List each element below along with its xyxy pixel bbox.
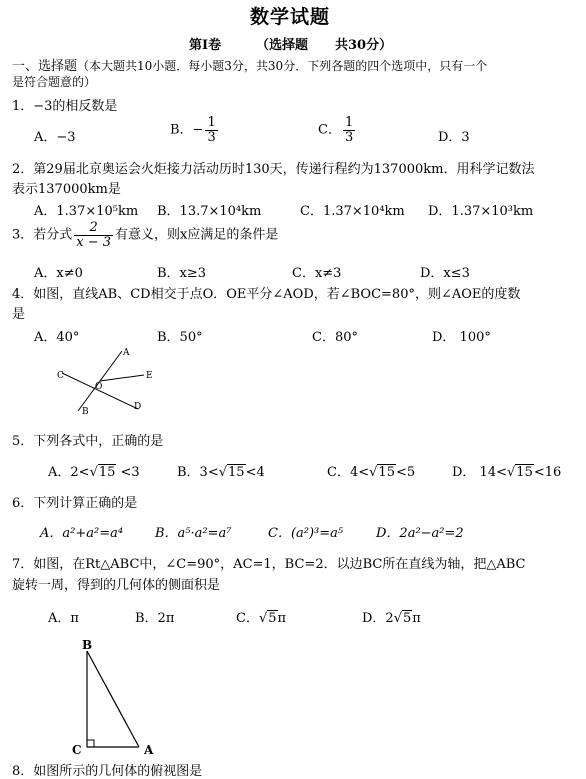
q7-figure-label-b: B [82, 638, 93, 652]
q3-fraction-den: x − 3 [76, 234, 112, 250]
q3-fraction-num: 2 [74, 221, 113, 236]
section-heading [12, 55, 487, 74]
q7-option-d-radicand: 5 [403, 611, 412, 626]
q5-stem: 5．下列各式中，正确的是 [12, 434, 164, 449]
q6-option-a: A．a²+a²=a⁴ [40, 526, 124, 541]
q5-option-d-radical-sign: √ [507, 465, 516, 480]
q5-option-b-radicand: 15 [228, 465, 245, 480]
q7-line1: 7．如图，在Rt△ABC中，∠C=90°，AC=1，BC=2．以边BC所在直线为轴，把△ABC [12, 557, 526, 572]
q1-option-b-fraction [205, 116, 217, 144]
q7-option-d-radical-sign: √ [393, 611, 402, 626]
q5-option-d-root [507, 465, 534, 480]
q6-option-d: D．2a²−a²=2 [376, 526, 464, 541]
q4-line2: 是 [12, 307, 26, 322]
q2-line1: 2．第29届北京奥运会火炬接力活动历时130天，传递行程约为137000km．用科学记数法 [12, 162, 535, 177]
q7-option-d-root [394, 611, 413, 626]
q1-option-c [318, 116, 357, 144]
q5-option-a [48, 461, 140, 480]
q7-option-d-pre: D．2 [362, 611, 394, 626]
q5-option-b-root [219, 465, 246, 480]
q1-option-c-den: 3 [344, 129, 354, 145]
q4-figure-intersecting-lines [50, 345, 160, 417]
q3-stem-post: 有意义，则x应满足的条件是 [115, 227, 279, 243]
q1-option-a: A．−3 [34, 130, 76, 145]
q5-option-d-post: <16 [533, 465, 562, 480]
q5-option-c-radicand: 15 [378, 465, 395, 480]
volume-label: 第Ⅰ卷 [189, 38, 222, 53]
q7-option-d [362, 607, 421, 626]
q6-stem: 6．下列计算正确的是 [12, 496, 138, 511]
q5-option-d-pre: D． 14< [452, 465, 507, 480]
q2-option-d: D．1.37×10³km [428, 204, 534, 219]
q1-option-c-num: 1 [344, 115, 354, 130]
q5-option-a-root [90, 465, 117, 480]
q3-option-b: B．x≥3 [157, 266, 207, 281]
q1-option-b-den: 3 [207, 129, 216, 145]
q5-option-b-post: <4 [245, 465, 265, 480]
q2-option-a: A．1.37×10⁵km [34, 204, 139, 219]
q5-option-c-post: <5 [395, 465, 416, 480]
q4-option-a: A．40° [34, 330, 80, 345]
q4-option-c: C．80° [312, 330, 358, 345]
q1-option-b-num: 1 [207, 115, 216, 130]
q4-figure-label-b: B [82, 407, 89, 417]
q1-option-b [170, 116, 220, 144]
q7-option-c-root [259, 611, 278, 626]
q5-option-b-pre: B．3< [177, 465, 219, 480]
page-title: 数学试题 [250, 6, 331, 28]
q5-option-c-pre: C．4< [327, 465, 370, 480]
q1-option-c-label: C． [318, 122, 341, 138]
q7-figure-right-triangle [70, 636, 165, 756]
q7-option-b: B．2π [135, 611, 175, 626]
q3-fraction [74, 221, 113, 249]
section-heading-label: 一、选择题 [12, 59, 78, 74]
q5-option-a-post: <3 [116, 465, 140, 480]
q4-option-d: D． 100° [432, 330, 491, 345]
q7-option-c-radical-sign: √ [258, 611, 268, 626]
q1-option-c-fraction [343, 116, 355, 144]
q5-option-a-radicand: 15 [98, 465, 116, 480]
q2-option-b: B．13.7×10⁴km [157, 204, 262, 219]
section-type: （选择题 [256, 38, 309, 53]
q1-option-d: D．3 [438, 130, 470, 145]
q7-option-c-post: π [277, 611, 287, 626]
q3-option-c: C．x≠3 [292, 266, 342, 281]
q6-option-c: C．(a²)³=a⁵ [268, 526, 344, 541]
q4-figure-label-o: O [95, 382, 103, 392]
q7-option-c [236, 607, 286, 626]
q5-option-a-radical-sign: √ [89, 465, 98, 480]
q7-option-d-post: π [412, 611, 421, 626]
q1-stem: 1．−3的相反数是 [12, 99, 118, 114]
q6-option-b: B．a⁵·a²=a⁷ [155, 526, 232, 541]
q2-line2: 表示137000km是 [12, 182, 121, 197]
q7-option-c-radicand: 5 [268, 611, 277, 626]
q3-stem [12, 221, 278, 249]
q5-option-c-root [369, 465, 396, 480]
q3-stem-pre: 3．若分式 [12, 227, 73, 243]
q5-option-a-pre: A．2< [48, 465, 90, 480]
q5-option-c [327, 461, 415, 480]
q5-option-b-radical-sign: √ [218, 465, 228, 480]
q4-figure-label-c: C [57, 371, 64, 381]
q7-figure-label-a: A [144, 743, 154, 756]
q5-option-d [452, 461, 561, 480]
q3-option-d: D．x≤3 [420, 266, 470, 281]
q7-line2: 旋转一周，得到的几何体的侧面积是 [12, 578, 221, 593]
q4-line1: 4．如图，直线AB、CD相交于点O．OE平分∠AOD，若∠BOC=80°，则∠AOE的度数 [12, 287, 521, 302]
q2-option-c: C．1.37×10⁴km [300, 204, 405, 219]
q3-option-a: A．x≠0 [34, 266, 83, 281]
q4-figure-label-a: A [123, 348, 130, 358]
q1-option-b-label: B．− [170, 122, 204, 138]
q7-option-c-pre: C． [236, 611, 259, 626]
q7-option-a: A．π [48, 611, 79, 626]
section-total: 共30分） [335, 38, 393, 53]
q8-stem: 8．如图所示的几何体的俯视图是 [12, 764, 203, 779]
section-instructions-cont: 是符合题意的） [12, 75, 97, 89]
q4-option-b: B．50° [157, 330, 203, 345]
q7-figure-label-c: C [72, 743, 82, 756]
section-instructions: （本大题共10小题．每小题3分，共30分．下列各题的四个选项中，只有一个 [77, 59, 488, 73]
q4-figure-label-d: D [134, 402, 142, 412]
q4-figure-label-e: E [146, 371, 153, 381]
q5-option-d-radicand: 15 [516, 465, 533, 480]
q5-option-b [177, 461, 265, 480]
q5-option-c-radical-sign: √ [369, 465, 378, 480]
